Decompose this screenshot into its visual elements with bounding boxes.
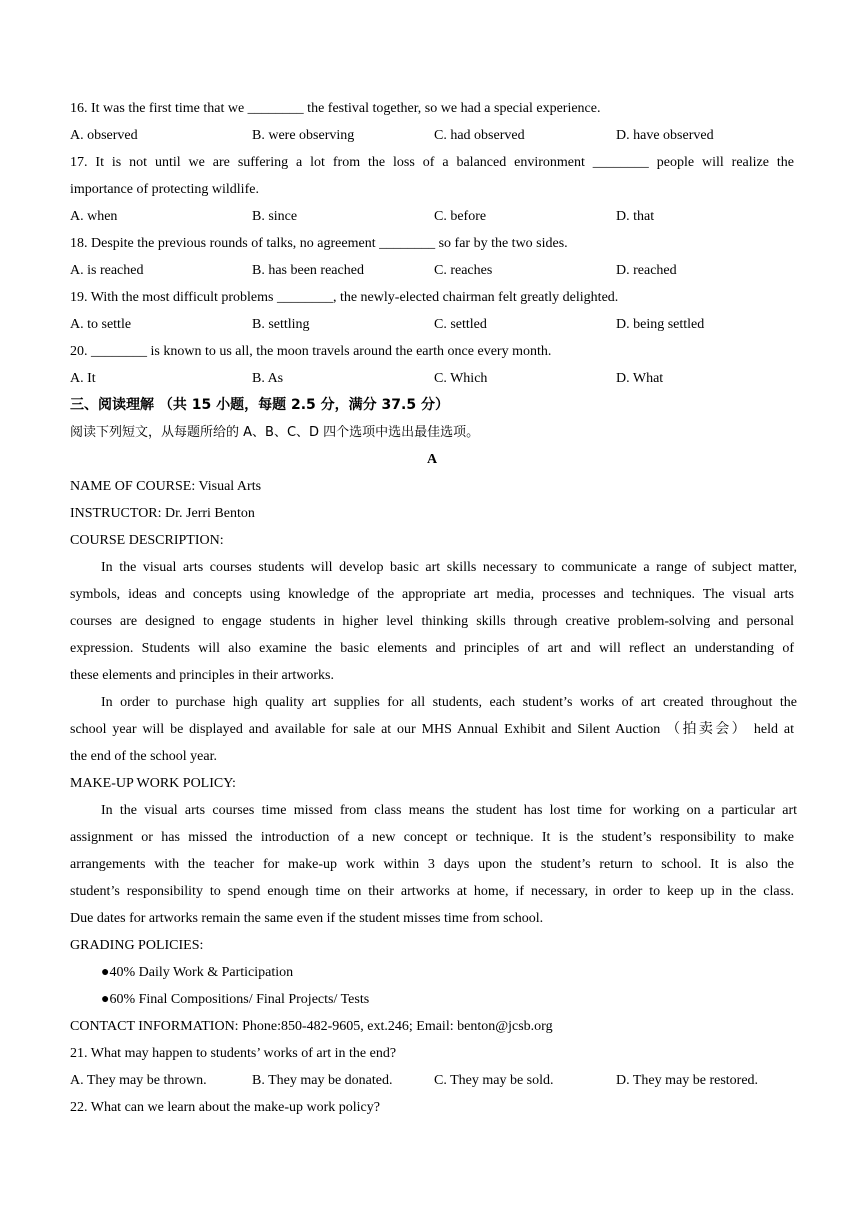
paragraph-line: these elements and principles in their artworks. (70, 668, 334, 683)
instructor: INSTRUCTOR: Dr. Jerri Benton (70, 506, 255, 521)
option-d: D. being settled (616, 317, 705, 332)
option-a: A. to settle (70, 317, 132, 332)
option-b: B. since (252, 209, 298, 224)
option-b: B. were observing (252, 128, 355, 143)
grading-heading: GRADING POLICIES: (70, 938, 204, 953)
paragraph-line: In the visual arts courses time missed from class means the student has lost time for working on a particular art (101, 803, 797, 818)
option-c: C. before (434, 209, 487, 224)
option-a: A. is reached (70, 263, 144, 278)
option-c: C. had observed (434, 128, 525, 143)
option-a: A. They may be thrown. (70, 1073, 207, 1088)
paragraph-line: expression. Students will also examine the basic elements and principles of art and will reflect an understanding of (70, 641, 794, 656)
question-19-stem: 19. With the most difficult problems ________, the newly-elected chairman felt greatly delighted. (70, 290, 619, 305)
option-b: B. As (252, 371, 284, 386)
grading-item: ●40% Daily Work & Participation (101, 965, 294, 980)
option-d: D. They may be restored. (616, 1073, 759, 1088)
section-instruction: 阅读下列短文，从每题所给的 A、B、C、D 四个选项中选出最佳选项。 (70, 425, 480, 440)
course-description-heading: COURSE DESCRIPTION: (70, 533, 224, 548)
option-c: C. Which (434, 371, 488, 386)
paragraph-line: In the visual arts courses students will develop basic art skills necessary to communicate a range of subject matter, (101, 560, 797, 575)
section-heading: 三、阅读理解 （共 15 小题，每题 2.5 分，满分 37.5 分） (70, 397, 449, 413)
paragraph-line: courses are designed to engage students in higher level thinking skills through creative problem-solving and personal (70, 614, 794, 629)
passage-label: A (426, 452, 438, 467)
course-name: NAME OF COURSE: Visual Arts (70, 479, 262, 494)
grading-item: ●60% Final Compositions/ Final Projects/ Tests (101, 992, 370, 1007)
option-b: B. settling (252, 317, 310, 332)
question-18-stem: 18. Despite the previous rounds of talks, no agreement ________ so far by the two sides. (70, 236, 568, 251)
paragraph-line: student’s responsibility to spend enough time on their artworks at home, if necessary, in order to keep up in the class. (70, 884, 794, 899)
option-c: C. reaches (434, 263, 493, 278)
option-c: C. settled (434, 317, 487, 332)
paragraph-line: assignment or has missed the introduction of a new concept or technique. It is the student’s responsibility to make (70, 830, 794, 845)
paragraph-line: school year will be displayed and available for sale at our MHS Annual Exhibit and Silent Auction （拍卖会） held at (70, 722, 794, 737)
option-d: D. that (616, 209, 655, 224)
question-17-stem-line1: 17. It is not until we are suffering a lot from the loss of a balanced environment ________ people will realize the (70, 155, 794, 170)
option-c: C. They may be sold. (434, 1073, 554, 1088)
question-17-stem-line2: importance of protecting wildlife. (70, 182, 259, 197)
paragraph-line: arrangements with the teacher for make-up work within 3 days upon the student’s return to school. It is also the (70, 857, 794, 872)
option-d: D. What (616, 371, 664, 386)
makeup-policy-heading: MAKE-UP WORK POLICY: (70, 776, 236, 791)
question-20-stem: 20. ________ is known to us all, the moon travels around the earth once every month. (70, 344, 552, 359)
question-16-stem: 16. It was the first time that we ________ the festival together, so we had a special experience. (70, 101, 601, 116)
question-22-stem: 22. What can we learn about the make-up work policy? (70, 1100, 380, 1115)
option-a: A. observed (70, 128, 138, 143)
paragraph-line: the end of the school year. (70, 749, 217, 764)
paragraph-line: In order to purchase high quality art supplies for all students, each student’s works of art created throughout the (101, 695, 797, 710)
paragraph-line: symbols, ideas and concepts using knowledge of the appropriate art media, processes and techniques. The visual arts (70, 587, 794, 602)
contact-info: CONTACT INFORMATION: Phone:850-482-9605, ext.246; Email: benton@jcsb.org (70, 1019, 553, 1034)
option-b: B. has been reached (252, 263, 364, 278)
option-a: A. It (70, 371, 96, 386)
option-d: D. reached (616, 263, 677, 278)
option-a: A. when (70, 209, 118, 224)
question-21-stem: 21. What may happen to students’ works of art in the end? (70, 1046, 397, 1061)
option-d: D. have observed (616, 128, 714, 143)
option-b: B. They may be donated. (252, 1073, 393, 1088)
paragraph-line: Due dates for artworks remain the same even if the student misses time from school. (70, 911, 544, 926)
